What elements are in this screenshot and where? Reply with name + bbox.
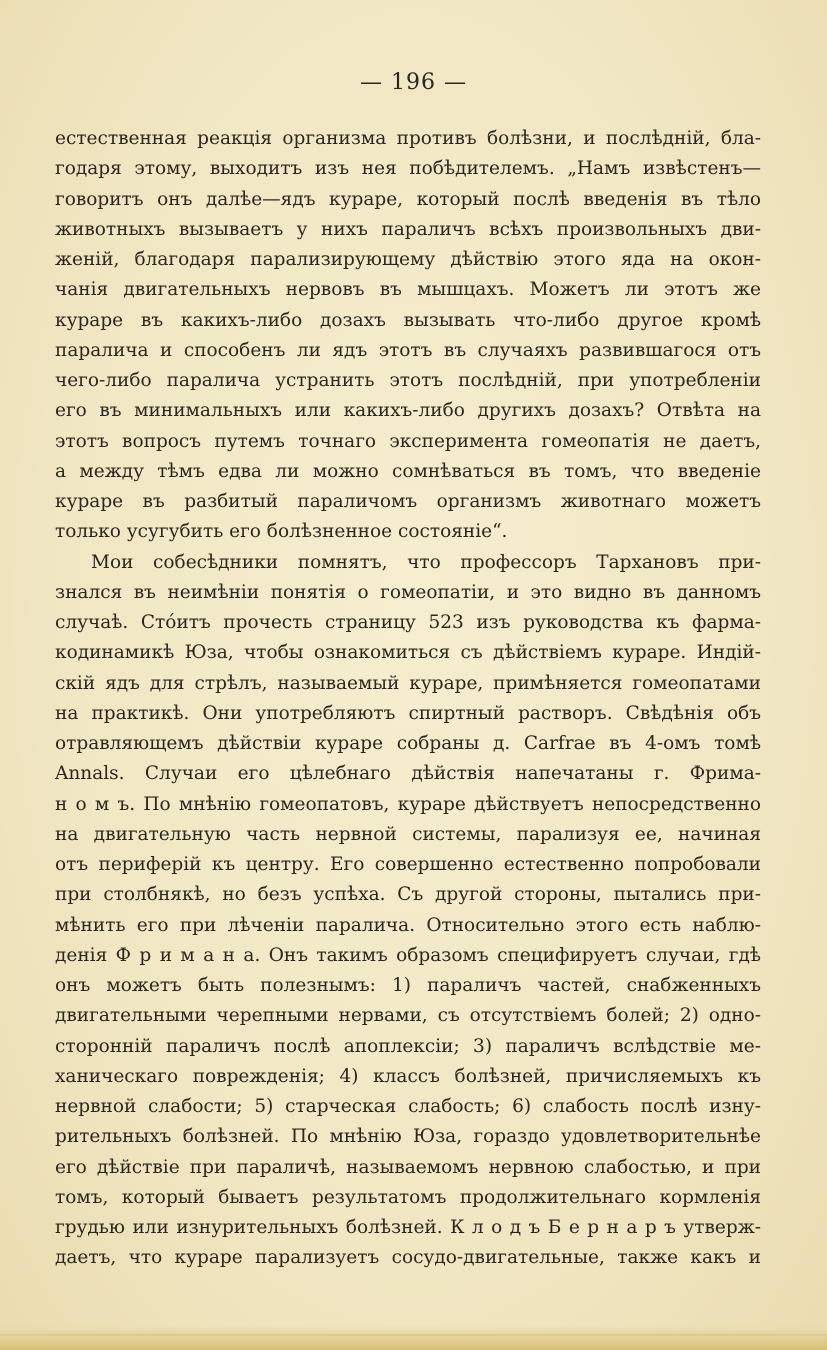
text-line: на практикѣ. Они употребляютъ спиртный растворъ. Свѣдѣнія объ: [55, 702, 761, 724]
text-line: даетъ, что кураре парализуетъ сосудо-двигательные, также какъ и: [55, 1247, 761, 1269]
text-line: скій ядъ для стрѣлъ, называемый кураре, примѣняется гомеопатами: [55, 672, 761, 694]
text-line: мѣнить его при лѣченіи паралича. Относительно этого есть наблю-: [55, 914, 761, 936]
text-line: рительныхъ болѣзней. По мнѣнію Юза, гораздо удовлетворительнѣе: [55, 1126, 761, 1148]
text-line: денія Ф р и м а н а. Онъ такимъ образомъ специфируетъ случаи, гдѣ: [55, 944, 761, 966]
text-line: отъ периферій къ центру. Его совершенно естественно попробовали: [55, 854, 761, 875]
page-edge: [0, 1326, 827, 1350]
page-number: — 196 —: [360, 70, 467, 95]
text-line: на двигательную часть нервной системы, парализуя ее, начиная: [55, 823, 761, 845]
text-line: говоритъ онъ далѣе—ядъ кураре, который послѣ введенія въ тѣло: [55, 188, 761, 210]
text-line: паралича и способенъ ли ядъ этотъ въ случаяхъ развившагося отъ: [55, 339, 761, 361]
text-line: н о м ъ. По мнѣнію гомеопатовъ, кураре дѣйствуетъ непосредственно: [55, 793, 761, 815]
text-line: Annals. Случаи его цѣлебнаго дѣйствія напечатаны г. Фрима-: [55, 763, 761, 785]
text-line: кодинамикѣ Юза, чтобы ознакомиться съ дѣйствіемъ кураре. Индій-: [55, 642, 761, 664]
text-line: чего-либо паралича устранить этотъ послѣдній, при употребленіи: [55, 370, 761, 391]
text-line: кураре въ какихъ-либо дозахъ вызывать что-либо другое кромѣ: [55, 309, 761, 331]
text-line: этотъ вопросъ путемъ точнаго эксперимента гомеопатія не даетъ,: [55, 430, 761, 452]
text-line: томъ, который бываетъ результатомъ продолжительнаго кормленія: [55, 1186, 761, 1208]
text-line: животныхъ вызываетъ у нихъ параличъ всѣхъ произвольныхъ дви-: [55, 218, 761, 240]
text-line: двигательными черепными нервами, съ отсутствіемъ болей; 2) одно-: [55, 1005, 761, 1027]
text-line: онъ можетъ быть полезнымъ: 1) параличъ частей, снабженныхъ: [55, 975, 761, 996]
text-line: нервной слабости; 5) старческая слабость; 6) слабость послѣ изну-: [55, 1096, 761, 1117]
text-line: годаря этому, выходитъ изъ нея побѣдителемъ. „Намъ извѣстенъ—: [55, 158, 761, 180]
body-text: [55, 124, 761, 1274]
text-line: естественная реакція организма противъ болѣзни, и послѣдній, бла-: [55, 128, 761, 149]
text-line: только усугубить его болѣзненное состояніе“.: [55, 521, 508, 543]
text-line: Мои собесѣдники помнятъ, что профессоръ Тархановъ при-: [91, 551, 761, 573]
text-line: его дѣйствіе при параличѣ, называемомъ нервною слабостью, и при: [55, 1156, 761, 1178]
text-line: случаѣ. Стóитъ прочесть страницу 523 изъ руководства къ фарма-: [55, 612, 761, 633]
text-line: его въ минимальныхъ или какихъ-либо другихъ дозахъ? Отвѣта на: [55, 400, 761, 422]
text-line: ханическаго поврежденія; 4) классъ болѣзней, причисляемыхъ къ: [55, 1065, 761, 1087]
text-line: отравляющемъ дѣйствіи кураре собраны д. Carfrae въ 4-омъ томѣ: [55, 733, 761, 754]
text-line: женій, благодаря парализирующему дѣйствію этого яда на окон-: [55, 249, 761, 270]
text-line: знался въ неимѣніи понятія о гомеопатіи, и это видно въ данномъ: [55, 581, 761, 603]
text-line: чанія двигательныхъ нервовъ въ мышцахъ. Можетъ ли этотъ же: [55, 279, 761, 301]
text-line: кураре въ разбитый параличомъ организмъ животнаго можетъ: [55, 491, 761, 512]
text-line: сторонній параличъ послѣ апоплексіи; 3) параличъ вслѣдствіе ме-: [55, 1035, 761, 1057]
text-line: а между тѣмъ едва ли можно сомнѣваться въ томъ, что введеніе: [55, 460, 761, 482]
text-line: грудью или изнурительныхъ болѣзней. К л о д ъ Б е р н а р ъ утверж-: [55, 1217, 761, 1238]
text-line: при столбнякѣ, но безъ успѣха. Съ другой стороны, пытались при-: [55, 884, 761, 906]
